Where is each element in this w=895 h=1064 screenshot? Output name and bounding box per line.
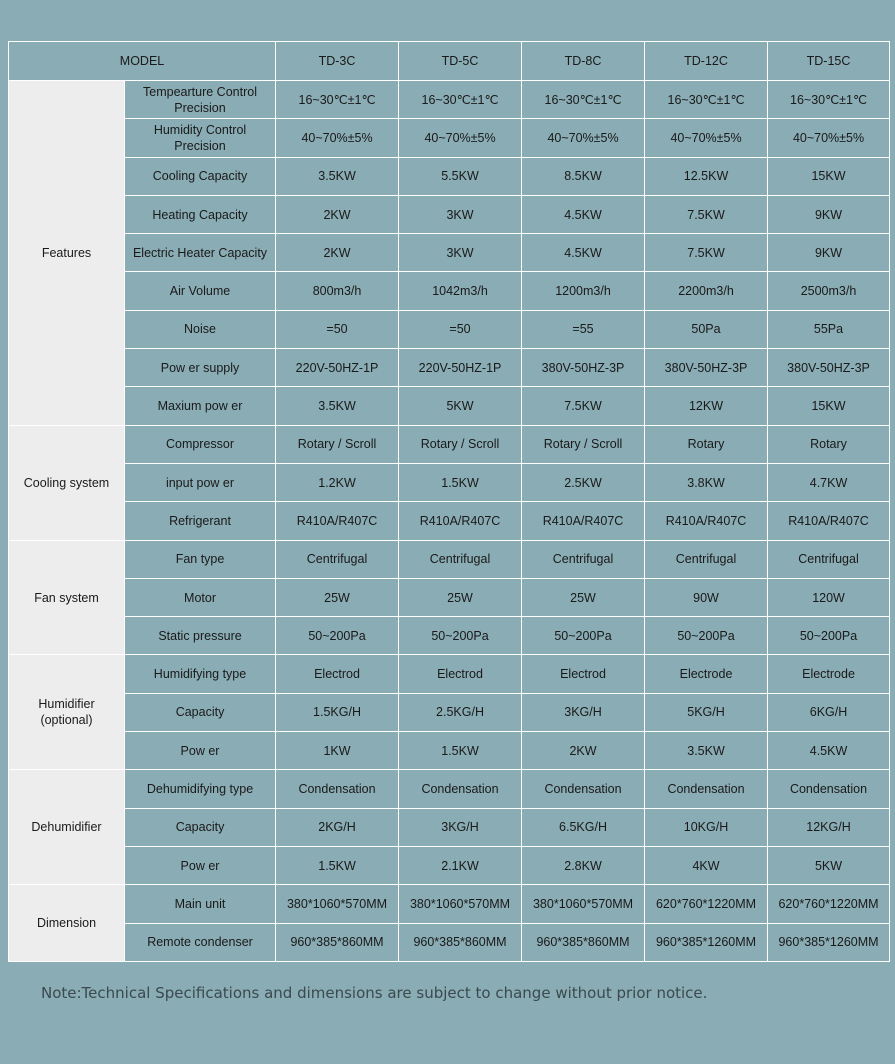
spec-value: 8.5KW bbox=[522, 157, 645, 195]
table-row bbox=[9, 693, 890, 731]
spec-value: 5KG/H bbox=[645, 693, 768, 731]
spec-value: Electrode bbox=[645, 655, 768, 693]
spec-value: 16~30℃±1℃ bbox=[276, 81, 399, 119]
model-name: TD-15C bbox=[768, 42, 890, 81]
spec-value: Condensation bbox=[522, 770, 645, 808]
spec-value: 2.1KW bbox=[399, 846, 522, 884]
spec-value: 380V-50HZ-3P bbox=[645, 349, 768, 387]
spec-label: Fan type bbox=[125, 540, 276, 578]
spec-value: 2.5KG/H bbox=[399, 693, 522, 731]
spec-label: Capacity bbox=[125, 693, 276, 731]
spec-value: 16~30℃±1℃ bbox=[645, 81, 768, 119]
spec-value: Condensation bbox=[645, 770, 768, 808]
spec-value: 16~30℃±1℃ bbox=[768, 81, 890, 119]
spec-value: 40~70%±5% bbox=[522, 119, 645, 157]
spec-value: Rotary / Scroll bbox=[276, 425, 399, 463]
spec-value: Electrode bbox=[768, 655, 890, 693]
spec-value: Electrod bbox=[399, 655, 522, 693]
spec-value: 2KG/H bbox=[276, 808, 399, 846]
spec-value: 40~70%±5% bbox=[645, 119, 768, 157]
group-label: Dehumidifier bbox=[9, 770, 125, 885]
table-row bbox=[9, 617, 890, 655]
table-row bbox=[9, 923, 890, 961]
spec-value: 25W bbox=[399, 578, 522, 616]
spec-value: 3KG/H bbox=[522, 693, 645, 731]
spec-value: Centrifugal bbox=[645, 540, 768, 578]
spec-label: Motor bbox=[125, 578, 276, 616]
table-row bbox=[9, 425, 890, 463]
spec-value: 5KW bbox=[399, 387, 522, 425]
spec-value: 960*385*1260MM bbox=[645, 923, 768, 961]
spec-value: 3.8KW bbox=[645, 463, 768, 501]
spec-value: 1.2KW bbox=[276, 463, 399, 501]
table-row bbox=[9, 808, 890, 846]
spec-value: 7.5KW bbox=[522, 387, 645, 425]
spec-value: 6KG/H bbox=[768, 693, 890, 731]
spec-value: 25W bbox=[522, 578, 645, 616]
spec-value: Rotary / Scroll bbox=[522, 425, 645, 463]
spec-value: 12.5KW bbox=[645, 157, 768, 195]
spec-value: =55 bbox=[522, 310, 645, 348]
spec-value: 1.5KW bbox=[399, 732, 522, 770]
spec-value: 380*1060*570MM bbox=[399, 885, 522, 923]
group-label: Fan system bbox=[9, 540, 125, 655]
spec-label: Air Volume bbox=[125, 272, 276, 310]
spec-value: 10KG/H bbox=[645, 808, 768, 846]
spec-label: input pow er bbox=[125, 463, 276, 501]
spec-label: Pow er bbox=[125, 732, 276, 770]
spec-label: Static pressure bbox=[125, 617, 276, 655]
spec-value: 3.5KW bbox=[276, 157, 399, 195]
model-name: TD-8C bbox=[522, 42, 645, 81]
spec-value: 1.5KW bbox=[399, 463, 522, 501]
spec-value: 380*1060*570MM bbox=[276, 885, 399, 923]
table-row bbox=[9, 578, 890, 616]
table-row bbox=[9, 770, 890, 808]
spec-label: Refrigerant bbox=[125, 502, 276, 540]
group-label: Humidifier (optional) bbox=[9, 655, 125, 770]
spec-value: Centrifugal bbox=[522, 540, 645, 578]
spec-value: =50 bbox=[399, 310, 522, 348]
group-label: Dimension bbox=[9, 885, 125, 962]
table-row bbox=[9, 732, 890, 770]
spec-value: Condensation bbox=[399, 770, 522, 808]
spec-value: 40~70%±5% bbox=[276, 119, 399, 157]
model-name: TD-12C bbox=[645, 42, 768, 81]
spec-value: 9KW bbox=[768, 195, 890, 233]
spec-body bbox=[9, 81, 890, 962]
spec-value: R410A/R407C bbox=[768, 502, 890, 540]
spec-value: 40~70%±5% bbox=[768, 119, 890, 157]
spec-value: 16~30℃±1℃ bbox=[399, 81, 522, 119]
spec-value: R410A/R407C bbox=[399, 502, 522, 540]
spec-value: 4.5KW bbox=[768, 732, 890, 770]
spec-value: 9KW bbox=[768, 234, 890, 272]
spec-value: 960*385*860MM bbox=[399, 923, 522, 961]
spec-label: Pow er bbox=[125, 846, 276, 884]
spec-label: Compressor bbox=[125, 425, 276, 463]
spec-value: 50Pa bbox=[645, 310, 768, 348]
spec-value: 3.5KW bbox=[645, 732, 768, 770]
table-row bbox=[9, 157, 890, 195]
spec-value: 40~70%±5% bbox=[399, 119, 522, 157]
table-row bbox=[9, 540, 890, 578]
spec-value: Electrod bbox=[522, 655, 645, 693]
spec-value: 3KW bbox=[399, 234, 522, 272]
table-row bbox=[9, 387, 890, 425]
spec-value: 960*385*860MM bbox=[276, 923, 399, 961]
spec-value: 960*385*1260MM bbox=[768, 923, 890, 961]
spec-value: Rotary bbox=[645, 425, 768, 463]
spec-value: 90W bbox=[645, 578, 768, 616]
spec-value: 12KW bbox=[645, 387, 768, 425]
table-row bbox=[9, 349, 890, 387]
spec-value: 120W bbox=[768, 578, 890, 616]
table-row bbox=[9, 272, 890, 310]
spec-value: 380V-50HZ-3P bbox=[768, 349, 890, 387]
model-name: TD-5C bbox=[399, 42, 522, 81]
spec-value: 50~200Pa bbox=[645, 617, 768, 655]
spec-label: Dehumidifying type bbox=[125, 770, 276, 808]
spec-value: 220V-50HZ-1P bbox=[276, 349, 399, 387]
spec-value: 50~200Pa bbox=[768, 617, 890, 655]
model-header: MODEL bbox=[9, 42, 276, 81]
spec-value: 3KW bbox=[399, 195, 522, 233]
table-row bbox=[9, 119, 890, 157]
spec-label: Humidifying type bbox=[125, 655, 276, 693]
spec-value: 25W bbox=[276, 578, 399, 616]
spec-value: 2KW bbox=[276, 234, 399, 272]
spec-value: R410A/R407C bbox=[645, 502, 768, 540]
spec-value: 220V-50HZ-1P bbox=[399, 349, 522, 387]
spec-label: Pow er supply bbox=[125, 349, 276, 387]
spec-value: =50 bbox=[276, 310, 399, 348]
spec-label: Maxium pow er bbox=[125, 387, 276, 425]
spec-value: 1200m3/h bbox=[522, 272, 645, 310]
group-label: Features bbox=[9, 81, 125, 426]
spec-value: 960*385*860MM bbox=[522, 923, 645, 961]
spec-label: Capacity bbox=[125, 808, 276, 846]
spec-value: 2500m3/h bbox=[768, 272, 890, 310]
spec-value: Condensation bbox=[276, 770, 399, 808]
table-row bbox=[9, 655, 890, 693]
spec-value: 50~200Pa bbox=[399, 617, 522, 655]
spec-value: 380V-50HZ-3P bbox=[522, 349, 645, 387]
table-row bbox=[9, 195, 890, 233]
spec-value: 16~30℃±1℃ bbox=[522, 81, 645, 119]
header-row bbox=[9, 42, 890, 81]
spec-value: 800m3/h bbox=[276, 272, 399, 310]
spec-label: Cooling Capacity bbox=[125, 157, 276, 195]
spec-value: 1KW bbox=[276, 732, 399, 770]
spec-label: Remote condenser bbox=[125, 923, 276, 961]
spec-value: 7.5KW bbox=[645, 195, 768, 233]
spec-label: Humidity Control Precision bbox=[125, 119, 276, 157]
table-row bbox=[9, 463, 890, 501]
spec-value: 2200m3/h bbox=[645, 272, 768, 310]
spec-value: Rotary bbox=[768, 425, 890, 463]
spec-value: 2KW bbox=[522, 732, 645, 770]
spec-value: 6.5KG/H bbox=[522, 808, 645, 846]
spec-value: Condensation bbox=[768, 770, 890, 808]
spec-value: 5KW bbox=[768, 846, 890, 884]
spec-label: Main unit bbox=[125, 885, 276, 923]
spec-value: R410A/R407C bbox=[276, 502, 399, 540]
model-name: TD-3C bbox=[276, 42, 399, 81]
spec-value: 4KW bbox=[645, 846, 768, 884]
spec-label: Tempearture Control Precision bbox=[125, 81, 276, 119]
spec-value: 55Pa bbox=[768, 310, 890, 348]
spec-table bbox=[8, 41, 890, 962]
spec-value: 50~200Pa bbox=[522, 617, 645, 655]
spec-value: Centrifugal bbox=[399, 540, 522, 578]
spec-value: 380*1060*570MM bbox=[522, 885, 645, 923]
table-row bbox=[9, 846, 890, 884]
spec-value: 5.5KW bbox=[399, 157, 522, 195]
spec-value: 15KW bbox=[768, 157, 890, 195]
spec-value: 4.5KW bbox=[522, 195, 645, 233]
spec-value: 1042m3/h bbox=[399, 272, 522, 310]
group-label: Cooling system bbox=[9, 425, 125, 540]
spec-value: Centrifugal bbox=[276, 540, 399, 578]
spec-value: Rotary / Scroll bbox=[399, 425, 522, 463]
spec-label: Heating Capacity bbox=[125, 195, 276, 233]
spec-value: Centrifugal bbox=[768, 540, 890, 578]
table-row bbox=[9, 885, 890, 923]
table-row bbox=[9, 310, 890, 348]
table-row bbox=[9, 502, 890, 540]
spec-value: 12KG/H bbox=[768, 808, 890, 846]
spec-value: R410A/R407C bbox=[522, 502, 645, 540]
spec-value: 620*760*1220MM bbox=[768, 885, 890, 923]
table-row bbox=[9, 234, 890, 272]
spec-value: 620*760*1220MM bbox=[645, 885, 768, 923]
spec-value: Electrod bbox=[276, 655, 399, 693]
spec-value: 50~200Pa bbox=[276, 617, 399, 655]
spec-value: 2.5KW bbox=[522, 463, 645, 501]
spec-value: 15KW bbox=[768, 387, 890, 425]
spec-value: 1.5KG/H bbox=[276, 693, 399, 731]
spec-label: Noise bbox=[125, 310, 276, 348]
table-row bbox=[9, 81, 890, 119]
spec-value: 2.8KW bbox=[522, 846, 645, 884]
spec-value: 3.5KW bbox=[276, 387, 399, 425]
spec-value: 4.7KW bbox=[768, 463, 890, 501]
footnote: Note:Technical Specifications and dimensions are subject to change without prior notice. bbox=[41, 984, 708, 1002]
spec-value: 1.5KW bbox=[276, 846, 399, 884]
spec-value: 3KG/H bbox=[399, 808, 522, 846]
spec-value: 4.5KW bbox=[522, 234, 645, 272]
spec-value: 2KW bbox=[276, 195, 399, 233]
spec-value: 7.5KW bbox=[645, 234, 768, 272]
spec-label: Electric Heater Capacity bbox=[125, 234, 276, 272]
